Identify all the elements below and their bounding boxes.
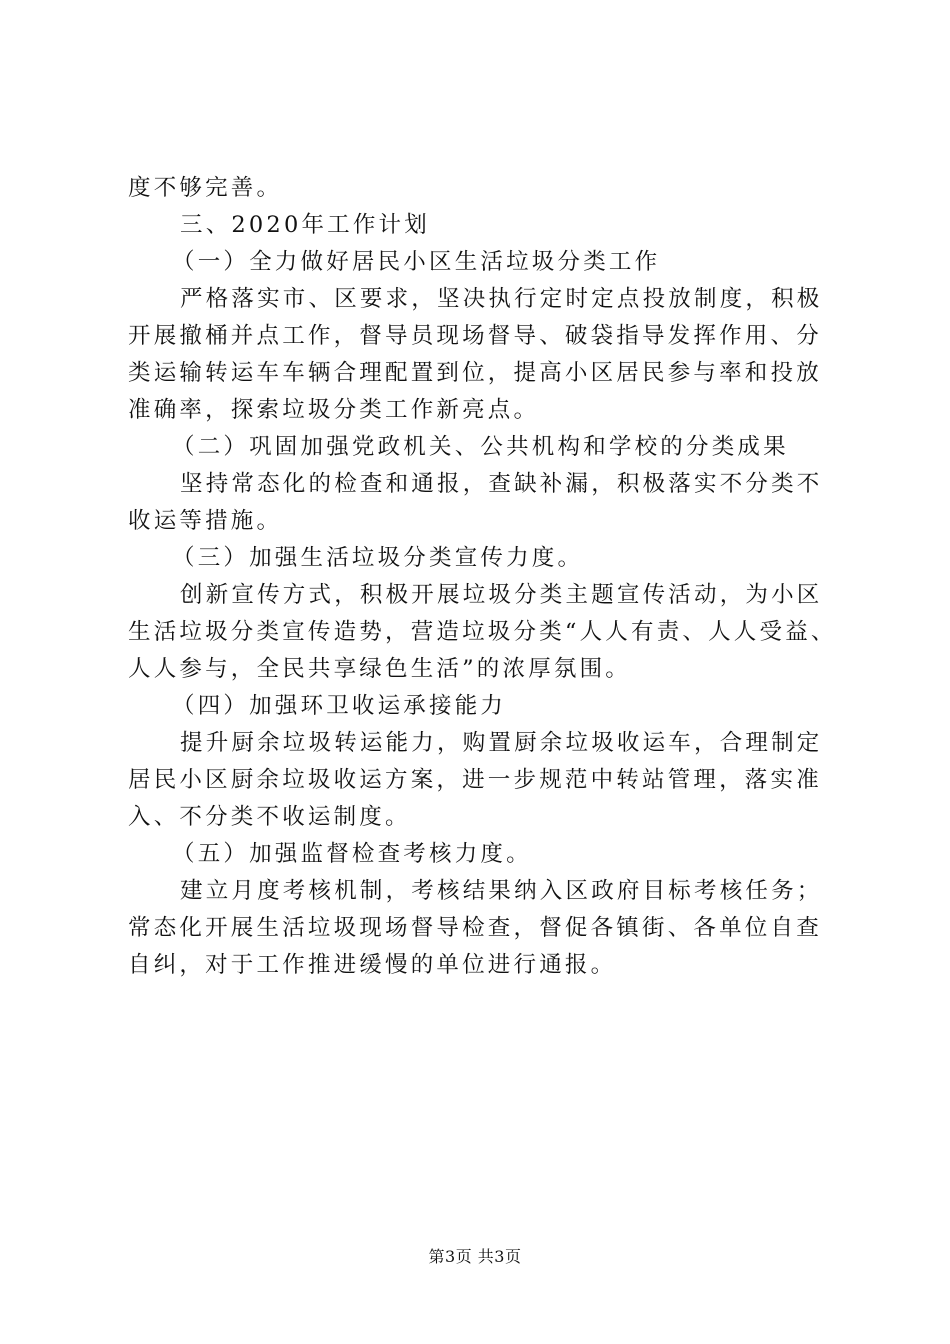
subheading: （五）加强监督检查考核力度。 — [172, 841, 532, 867]
paragraph-line: 生活垃圾分类宣传造势，营造垃圾分类“人人有责、人人受益、 — [128, 619, 837, 645]
paragraph-line: 类运输转运车车辆合理配置到位，提高小区居民参与率和投放 — [128, 360, 822, 386]
paragraph-line: 建立月度考核机制，考核结果纳入区政府目标考核任务； — [180, 878, 823, 904]
paragraph-line: 人人参与，全民共享绿色生活”的浓厚氛围。 — [128, 656, 632, 682]
paragraph-line: 居民小区厨余垃圾收运方案，进一步规范中转站管理，落实准 — [128, 767, 822, 793]
paragraph-line: 入、不分类不收运制度。 — [128, 804, 411, 830]
paragraph-line: 常态化开展生活垃圾现场督导检查，督促各镇街、各单位自查 — [128, 915, 822, 941]
paragraph-line: 严格落实市、区要求，坚决执行定时定点投放制度，积极 — [180, 286, 823, 312]
subheading: （四）加强环卫收运承接能力 — [172, 693, 507, 719]
paragraph-line: 度不够完善。 — [128, 175, 283, 201]
section-heading: 三、2020年工作计划 — [180, 212, 430, 238]
paragraph-line: 自纠，对于工作推进缓慢的单位进行通报。 — [128, 952, 617, 978]
subheading: （一）全力做好居民小区生活垃圾分类工作 — [172, 249, 661, 275]
document-body — [128, 170, 840, 984]
paragraph-line: 创新宣传方式，积极开展垃圾分类主题宣传活动，为小区 — [180, 582, 823, 608]
page-number-footer: 第3页 共3页 — [428, 1247, 522, 1266]
subheading: （二）巩固加强党政机关、公共机构和学校的分类成果 — [172, 434, 789, 460]
paragraph-line: 收运等措施。 — [128, 508, 283, 534]
paragraph-line: 坚持常态化的检查和通报，查缺补漏，积极落实不分类不 — [180, 471, 823, 497]
paragraph-line: 提升厨余垃圾转运能力，购置厨余垃圾收运车，合理制定 — [180, 730, 823, 756]
paragraph-line: 准确率，探索垃圾分类工作新亮点。 — [128, 397, 540, 423]
paragraph-line: 开展撤桶并点工作，督导员现场督导、破袋指导发挥作用、分 — [128, 323, 822, 349]
subheading: （三）加强生活垃圾分类宣传力度。 — [172, 545, 584, 571]
